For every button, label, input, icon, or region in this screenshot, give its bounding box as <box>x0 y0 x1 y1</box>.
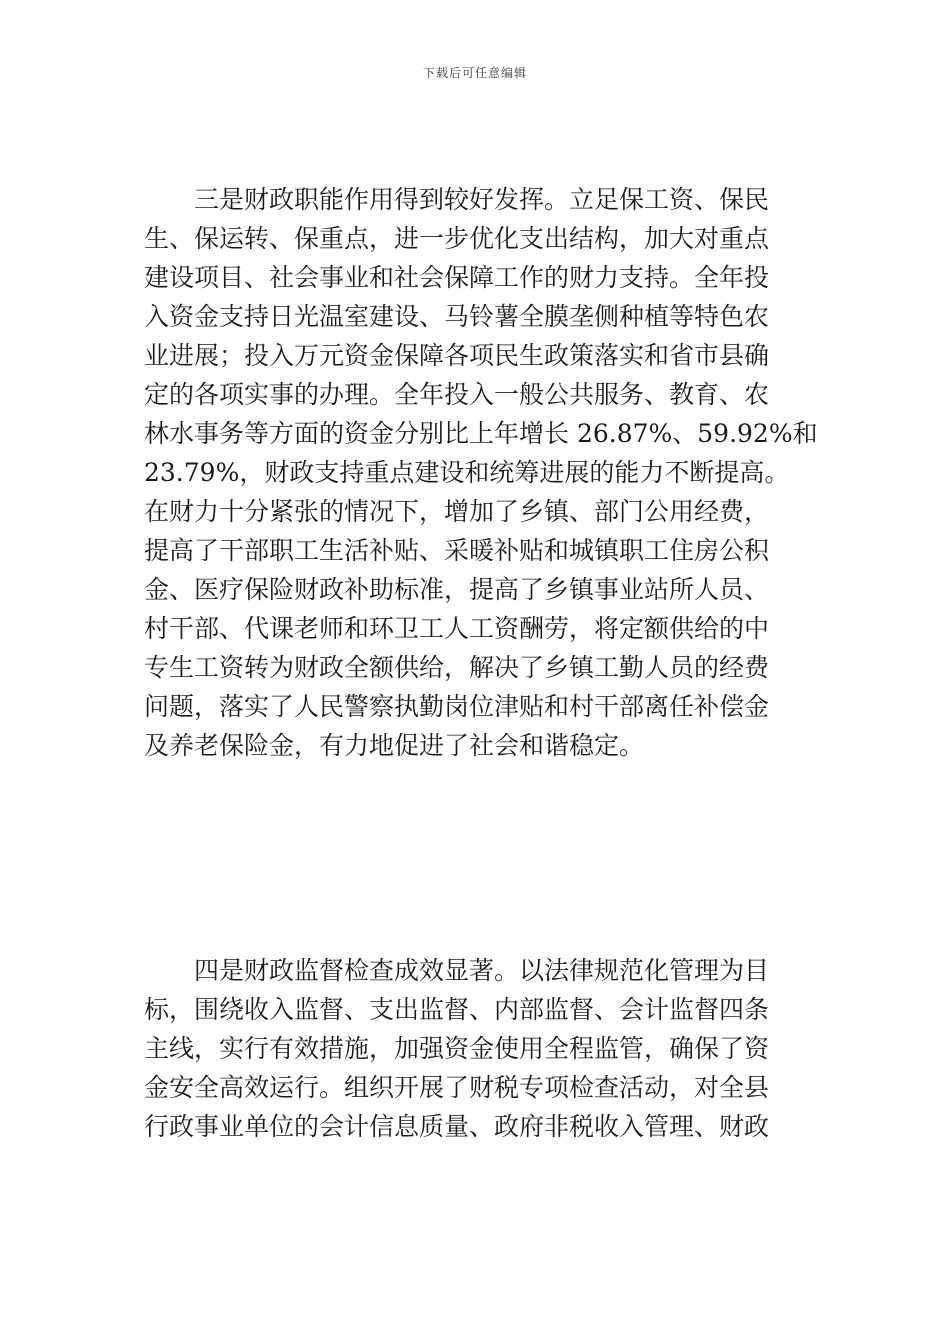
paragraph-line: 定的各项实事的办理。全年投入一般公共服务、教育、农 <box>144 380 770 409</box>
paragraph-line: 入资金支持日光温室建设、马铃薯全膜垄侧种植等特色农 <box>144 302 770 331</box>
paragraph-line: 标，围绕收入监督、支出监督、内部监督、会计监督四条 <box>144 995 770 1024</box>
paragraph-line: 问题，落实了人民警察执勤岗位津贴和村干部离任补偿金 <box>144 692 770 721</box>
paragraph-line: 主线，实行有效措施，加强资金使用全程监管，确保了资 <box>144 1034 770 1063</box>
paragraph-line: 林水事务等方面的资金分别比上年增长 26.87%、59.92%和 <box>144 419 818 448</box>
paragraph-line: 三是财政职能作用得到较好发挥。立足保工资、保民 <box>194 185 770 214</box>
paragraph-fiscal-function <box>144 180 818 765</box>
paragraph-line: 业进展；投入万元资金保障各项民生政策落实和省市县确 <box>144 341 770 370</box>
paragraph-line: 行政事业单位的会计信息质量、政府非税收入管理、财政 <box>144 1112 770 1141</box>
paragraph-line: 村干部、代课老师和环卫工人工资酬劳，将定额供给的中 <box>144 614 770 643</box>
paragraph-line: 生、保运转、保重点，进一步优化支出结构，加大对重点 <box>144 224 770 253</box>
paragraph-line: 四是财政监督检查成效显著。以法律规范化管理为目 <box>194 956 770 985</box>
page-header: 下载后可任意编辑 <box>422 66 527 80</box>
paragraph-line: 金、医疗保险财政补助标准，提高了乡镇事业站所人员、 <box>144 575 770 604</box>
paragraph-line: 及养老保险金，有力地促进了社会和谐稳定。 <box>144 731 645 760</box>
paragraph-fiscal-supervision <box>144 951 808 1146</box>
paragraph-line: 金安全高效运行。组织开展了财税专项检查活动，对全县 <box>144 1073 770 1102</box>
paragraph-line: 提高了干部职工生活补贴、采暖补贴和城镇职工住房公积 <box>144 536 770 565</box>
paragraph-line: 专生工资转为财政全额供给，解决了乡镇工勤人员的经费 <box>144 653 770 682</box>
paragraph-line: 建设项目、社会事业和社会保障工作的财力支持。全年投 <box>144 263 770 292</box>
paragraph-line: 在财力十分紧张的情况下，增加了乡镇、部门公用经费， <box>144 497 770 526</box>
paragraph-line: 23.79%，财政支持重点建设和统筹进展的能力不断提高。 <box>144 458 790 487</box>
